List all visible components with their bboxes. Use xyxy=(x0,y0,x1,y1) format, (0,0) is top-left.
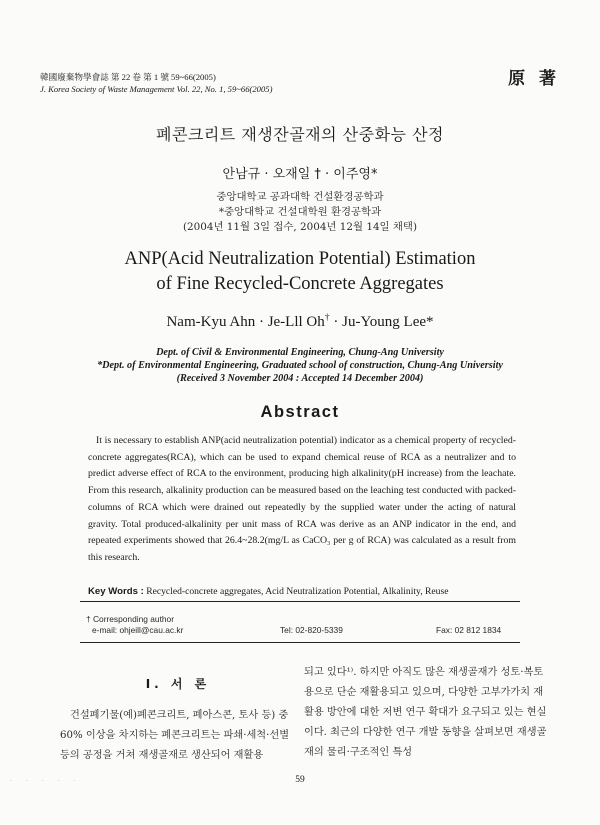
english-authors xyxy=(0,312,600,331)
keywords-label: Key Words : xyxy=(88,586,144,597)
korean-title: 폐콘크리트 재생잔골재의 산중화능 산정 xyxy=(155,125,444,144)
corresponding-fax: Fax: 02 812 1834 xyxy=(436,625,502,635)
scan-noise-dots: · · · · · xyxy=(10,778,82,785)
abstract-body: It is necessary to establish ANP(acid neutralization potential) indicator as a chemical property of recycled-concrete aggregates(RCA), which can be used to expand chemical reuse of RCA as a neutralizer and to predict adverse effect of RCA to the environment, producing high alkalinity(pH increase) from the leachate. From this research, alkalinity production can be measured based on the leaching test conducted with packed-columns of RCA which were drained out repeatedly by the supplied water under the acting of natural gravity. Total produced-alkalinity per unit mass of RCA was derive as an ANP indicator in the end, and repeated experiments showed that 26.4~28.2(mg/L as CaCO₃ per g of RCA) was calculated as a result from this research. xyxy=(88,435,516,563)
journal-header-ko: 韓國廢棄物學會誌 第 22 卷 第 1 號 59~66(2005) xyxy=(40,72,216,82)
divider-top xyxy=(80,601,520,602)
english-received-dates: (Received 3 November 2004 : Accepted 14 December 2004) xyxy=(176,373,424,384)
abstract-heading: Abstract xyxy=(260,403,340,421)
english-authors-part-2: · Ju-Young Lee* xyxy=(329,314,434,330)
english-affiliation-2: *Dept. of Environmental Engineering, Graduated school of construction, Chung-Ang University xyxy=(97,360,503,371)
corresponding-email: e-mail: ohjeill@cau.ac.kr xyxy=(92,625,184,635)
dagger-mark: † xyxy=(324,312,330,323)
korean-received-dates: (2004년 11월 3일 접수, 2004년 12월 14일 채택) xyxy=(182,221,418,233)
keywords xyxy=(88,586,448,597)
divider-bottom xyxy=(80,642,520,643)
corresponding-tel: Tel: 02-820-5339 xyxy=(280,625,343,635)
korean-affiliation-2: *중앙대학교 건설대학원 환경공학과 xyxy=(218,206,382,218)
english-title xyxy=(0,247,600,297)
keywords-text: Recycled-concrete aggregates, Acid Neutralization Potential, Alkalinity, Reuse xyxy=(143,586,449,597)
english-authors-part-1: Nam-Kyu Ahn · Je-Lll Oh xyxy=(166,314,325,330)
body-column-left: 건설폐기물(예)폐콘크리트, 폐아스콘, 토사 등) 중 60% 이상을 차지하는 폐콘크리트는 파쇄·세척·선별 등의 공정을 거쳐 재생골재로 생산되어 재활용 xyxy=(60,710,290,761)
corresponding-author-note: † Corresponding author xyxy=(86,614,174,624)
korean-affiliations xyxy=(0,190,600,235)
english-affiliation-1: Dept. of Civil & Environmental Engineering, Chung-Ang University xyxy=(156,347,444,358)
korean-authors: 안남규 · 오재일 † · 이주영* xyxy=(222,167,378,182)
english-title-line-2: of Fine Recycled-Concrete Aggregates xyxy=(156,274,444,294)
section-heading-introduction: Ⅰ. 서 론 xyxy=(145,677,211,691)
english-affiliations xyxy=(0,346,600,385)
korean-affiliation-1: 중앙대학교 공과대학 건설환경공학과 xyxy=(216,191,384,203)
journal-header xyxy=(40,71,272,95)
journal-header-en: J. Korea Society of Waste Management Vol. 22, No. 1, 59~66(2005) xyxy=(40,84,273,94)
article-type-label: 原 著 xyxy=(508,69,560,89)
page-number: 59 xyxy=(295,775,305,785)
body-column-right: 되고 있다¹⁾. 하지만 아직도 많은 재생골재가 성토·복토용으로 단순 재활용되고 있으며, 다양한 고부가가치 재활용 방안에 대한 저변 연구 확대가 요구되고 있는 현실이다. 최근의 다양한 연구 개발 동향을 살펴보면 재생골재의 물리·구조적인 특성 xyxy=(304,667,547,758)
english-title-line-1: ANP(Acid Neutralization Potential) Estimation xyxy=(124,249,476,269)
